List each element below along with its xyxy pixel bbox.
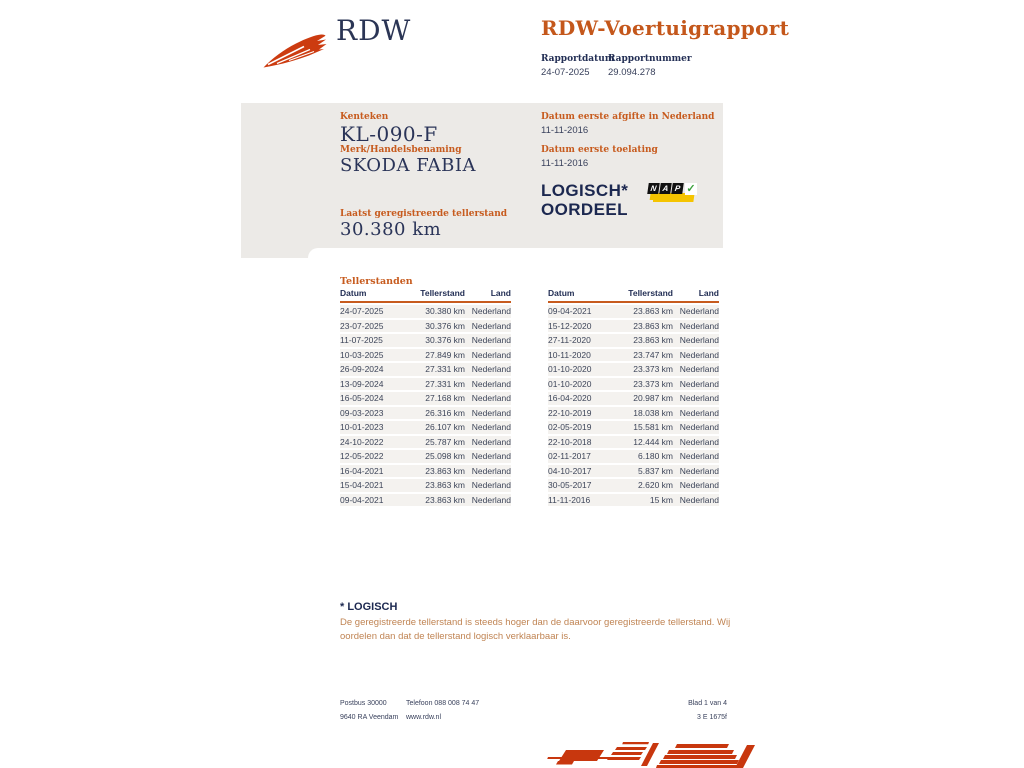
cell-land: Nederland [471,480,511,490]
table-row [340,465,511,478]
cell-land: Nederland [679,349,719,360]
cell-land: Nederland [679,480,719,490]
report-number-label: Rapportnummer [608,54,692,64]
rdw-wing-logo-icon [262,27,330,70]
cell-tellerstand: 23.863 km [633,306,673,316]
table-row [548,407,719,420]
cell-tellerstand: 23.373 km [633,378,673,389]
page-title: RDW-Voertuigrapport [541,16,790,40]
footer-address-line1: Postbus 30000 [340,700,387,707]
table-body-right [548,305,719,506]
last-odometer-value: 30.380 km [340,219,442,240]
nap-letter-n: N [647,183,660,194]
cell-tellerstand: 23.863 km [425,465,465,476]
nap-letter-p: P [671,183,684,194]
cell-datum: 15-04-2021 [340,480,384,490]
verdict-line2: OORDEEL [541,200,628,219]
table-row [548,320,719,333]
cell-tellerstand: 27.849 km [425,349,465,360]
cell-tellerstand: 27.331 km [425,378,465,389]
cell-tellerstand: 20.987 km [633,393,673,403]
first-issue-value: 11-11-2016 [541,125,589,136]
cell-datum: 10-11-2020 [548,349,591,360]
cell-datum: 09-04-2021 [548,306,592,316]
odometer-table-right [548,288,719,506]
table-row [548,421,719,434]
rdw-wordmark: RDW [336,14,412,47]
cell-datum: 10-03-2025 [340,349,384,360]
table-row [340,378,511,391]
cell-land: Nederland [679,465,719,476]
cell-datum: 01-10-2020 [548,364,592,374]
table-row [548,450,719,463]
table-row [340,450,511,463]
cell-land: Nederland [679,364,719,374]
table-row [548,349,719,362]
cell-tellerstand: 23.747 km [633,349,673,360]
cell-tellerstand: 6.180 km [638,451,673,461]
cell-datum: 11-11-2016 [548,494,591,505]
table-row [548,305,719,318]
table-row [340,421,511,434]
cell-land: Nederland [471,320,511,331]
footer-phone: Telefoon 088 008 74 47 [406,700,480,707]
first-issue-label: Datum eerste afgifte in Nederland [541,112,715,122]
report-date-value: 24-07-2025 [541,67,590,78]
cell-tellerstand: 26.107 km [425,422,465,432]
table-row [340,363,511,376]
cell-tellerstand: 30.380 km [425,306,465,316]
cell-tellerstand: 27.168 km [425,393,465,403]
first-admission-label: Datum eerste toelating [541,145,658,155]
cell-tellerstand: 15 km [649,494,673,505]
col-header-tellerstand: Tellerstand [420,288,465,298]
cell-tellerstand: 5.837 km [638,465,673,476]
cell-datum: 22-10-2018 [548,436,592,447]
cell-land: Nederland [471,407,511,418]
cell-tellerstand: 18.038 km [633,407,673,418]
table-row [548,363,719,376]
nap-corner-notch [648,200,653,205]
merk-value: SKODA FABIA [340,155,476,176]
table-row [340,349,511,362]
cell-datum: 10-01-2023 [340,422,384,432]
cell-tellerstand: 30.376 km [425,320,465,331]
cell-datum: 01-10-2020 [548,378,592,389]
cell-datum: 13-09-2024 [340,378,384,389]
cell-land: Nederland [679,407,719,418]
nap-checkmark-icon: ✓ [686,183,696,195]
footer-page-number: Blad 1 van 4 [688,700,727,707]
cell-tellerstand: 26.316 km [425,407,465,418]
cell-datum: 30-05-2017 [548,480,592,490]
cell-land: Nederland [679,306,719,316]
cell-tellerstand: 25.098 km [425,451,465,461]
cell-tellerstand: 23.863 km [425,480,465,490]
table-row [548,436,719,449]
table-row [548,334,719,347]
report-date-label: Rapportdatum [541,54,615,64]
cell-land: Nederland [471,335,511,345]
cell-land: Nederland [471,393,511,403]
cell-datum: 12-05-2022 [340,451,384,461]
cell-land: Nederland [679,320,719,331]
cell-tellerstand: 27.331 km [425,364,465,374]
table-row [548,479,719,492]
cell-datum: 16-04-2020 [548,393,592,403]
tellerstanden-title: Tellerstanden [340,276,413,287]
cell-datum: 04-10-2017 [548,465,592,476]
cell-datum: 02-05-2019 [548,422,592,432]
cell-datum: 16-04-2021 [340,465,384,476]
cell-datum: 26-09-2024 [340,364,384,374]
col-header-tellerstand: Tellerstand [628,288,673,298]
cell-datum: 23-07-2025 [340,320,384,331]
rdw-stripe-motif-decoration [528,739,800,768]
cell-land: Nederland [471,465,511,476]
footer-address-line2: 9640 RA Veendam [340,714,399,721]
cell-datum: 09-04-2021 [340,494,384,505]
cell-land: Nederland [679,436,719,447]
table-header-row [340,288,511,303]
cell-land: Nederland [471,364,511,374]
cell-land: Nederland [679,335,719,345]
cell-land: Nederland [471,422,511,432]
cell-tellerstand: 23.373 km [633,364,673,374]
cell-datum: 22-10-2019 [548,407,592,418]
table-row [548,494,719,507]
merk-label: Merk/Handelsbenaming [340,145,462,155]
cell-tellerstand: 23.863 km [633,320,673,331]
cell-land: Nederland [471,349,511,360]
table-row [340,479,511,492]
footer-form-code: 3 E 1675f [697,714,727,721]
cell-tellerstand: 25.787 km [425,436,465,447]
cell-land: Nederland [471,306,511,316]
table-row [340,494,511,507]
footnote-title: * LOGISCH [340,601,398,613]
table-row [548,392,719,405]
footer-website-link[interactable]: www.rdw.nl [406,714,442,721]
table-row [340,334,511,347]
cell-datum: 24-10-2022 [340,436,384,447]
col-header-datum: Datum [548,288,575,298]
cell-tellerstand: 15.581 km [633,422,673,432]
cell-tellerstand: 2.620 km [638,480,673,490]
cell-land: Nederland [471,378,511,389]
cell-tellerstand: 30.376 km [425,335,465,345]
nap-logo [648,183,700,209]
cell-tellerstand: 12.444 km [633,436,673,447]
odometer-table-left [340,288,511,506]
table-row [340,407,511,420]
cell-datum: 02-11-2017 [548,451,591,461]
cell-land: Nederland [679,378,719,389]
cell-datum: 11-07-2025 [340,335,383,345]
cell-tellerstand: 23.863 km [425,494,465,505]
table-row [548,465,719,478]
cell-land: Nederland [471,451,511,461]
vehicle-info-panel [241,103,723,258]
cell-land: Nederland [679,451,719,461]
col-header-datum: Datum [340,288,367,298]
col-header-land: Land [698,288,719,298]
cell-land: Nederland [679,494,719,505]
last-odometer-label: Laatst geregistreerde tellerstand [340,209,508,219]
cell-datum: 24-07-2025 [340,306,384,316]
report-number-value: 29.094.278 [608,67,656,78]
first-admission-value: 11-11-2016 [541,158,589,169]
cell-tellerstand: 23.863 km [633,335,673,345]
table-row [340,305,511,318]
cell-land: Nederland [471,494,511,505]
cell-datum: 27-11-2020 [548,335,591,345]
cell-land: Nederland [679,422,719,432]
col-header-land: Land [490,288,511,298]
table-row [340,392,511,405]
table-row [340,436,511,449]
table-body-left [340,305,511,506]
footnote-text: De geregistreerde tellerstand is steeds hoger dan de daarvoor geregistreerde tellerstand. Wij oordelen dan dat de tellerstand logisch verklaarbaar is. [340,617,731,642]
verdict-line1: LOGISCH* [541,181,629,200]
panel-notch-decoration [308,248,723,258]
nap-letter-a: A [659,183,672,194]
kenteken-label: Kenteken [340,112,389,122]
cell-land: Nederland [679,393,719,403]
table-row [340,320,511,333]
cell-datum: 16-05-2024 [340,393,384,403]
table-row [548,378,719,391]
table-header-row [548,288,719,303]
kenteken-value: KL-090-F [340,122,438,146]
cell-datum: 09-03-2023 [340,407,384,418]
cell-datum: 15-12-2020 [548,320,592,331]
cell-land: Nederland [471,436,511,447]
